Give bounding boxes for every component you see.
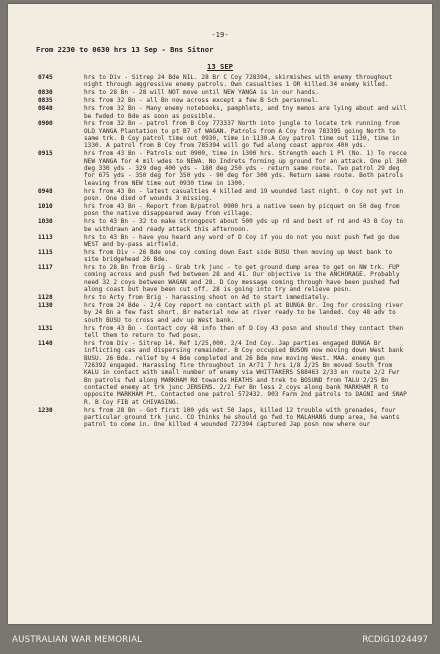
log-entry: [38, 302, 410, 324]
entry-time: 0840: [38, 105, 53, 113]
date-heading: 13 SEP: [207, 62, 233, 71]
log-entry: [38, 74, 410, 89]
entry-time: 1117: [38, 264, 53, 272]
entry-time: 1115: [38, 248, 53, 256]
entry-time: 1140: [38, 339, 53, 347]
record-id: RCDIG1024497: [362, 635, 428, 645]
entry-text: hrs from 43 Bn - Patrols out 0900, time in 1300 hrs. Strength each 1 Pl (No. 1) To recce NEW YANGA for 4 mil wdes to NEWA. No Indrets forming up ground for an attack. One pl 360 deg 330 yds - 329 deg 400 yds - 180 deg 250 yds - return same route. Two patrol 29 deg for 675 yds - 350 deg for 350 yds - 90 deg for 300 yds. Return same route. Both patrols leaving from NEW time out 0930 time in 1300.: [84, 150, 407, 187]
document-page: [8, 4, 432, 624]
entry-time: 0900: [38, 120, 53, 128]
log-entry: [38, 203, 410, 218]
log-entry: [38, 218, 410, 233]
entry-text: hrs from 24 Bde - 2/4 Coy report no contact with pl at BUNGA Br. Ing for crossing river by 24 Bn a few fast short. Br material now at river ready to be landed. Coy 48 adv to south BUSU to cross and adv up West bank.: [84, 302, 404, 324]
log-entry: [38, 97, 410, 104]
entry-text: hrs from 43 Bn - Report from B/patrol 0900 hrs a native seen by picquet on 50 deg from posn the native disappeared away from village.: [84, 203, 400, 218]
entry-text: hrs from 28 Bn - Got first 100 yds wst 50 Japs, killed 12 trouble with grenades, four particular ground trk junc. CO thinks he should go fwd to MALAHANG dump area, he wants patrol to come in. One killed 4 wounded 727394 captured Jap posn now where our: [84, 406, 400, 429]
log-entry: [38, 188, 410, 203]
log-entry: [38, 89, 410, 96]
entry-text: hrs to Arty from Brig - harassing shoot on Ad to start immediately.: [84, 294, 330, 302]
entry-time: 1128: [38, 294, 53, 302]
page-number: -19-: [211, 30, 229, 39]
log-entry: [38, 150, 410, 187]
from-line: From 2230 to 0630 hrs 13 Sep - Bns Sitnor: [36, 45, 214, 54]
log-entry: [38, 294, 410, 301]
log-entry: [38, 340, 410, 406]
log-entry: [38, 407, 410, 429]
entry-time: 1131: [38, 324, 53, 332]
entry-time: 1130: [38, 302, 53, 310]
log-entry: [38, 325, 410, 340]
entry-time: 1030: [38, 218, 53, 226]
entry-text: hrs to 43 Bn - 32 to make strongpost about 500 yds up rd and best of rd and 43 B Coy to be withdrawn and ready attack this afternoon.: [84, 218, 404, 233]
entry-time: 1010: [38, 203, 53, 210]
entry-text: hrs from 32 Bn - all Bn now across except a few B Sch personnel.: [84, 97, 319, 105]
entry-time: 1113: [38, 233, 53, 241]
entry-text: hrs from 32 Bn - Many enemy notebooks, pamphlets, and tny memos are lying about and will be fwded to Bde as soon as possible.: [84, 105, 407, 120]
footer-bar: [0, 626, 440, 654]
entry-text: hrs from 32 Bn - patrol from B Coy 773337 North into jungle to locate trk running from OLD YANGA Plantation to pt B7 of WAGAN. Patrols from A Coy from 783395 going North to same trk. B Coy patrol time out 0930, time in 1130.A Coy patrol time out 1130, time in 1330. A patrol from B Coy from 785394 will go fwd along coast approx 400 yds.: [84, 120, 400, 150]
log-entry: [38, 105, 410, 120]
entry-time: 0830: [38, 89, 53, 97]
entry-text: hrs from 43 Bn - latest casualties 4 killed and 19 wounded last night. 0 Coy not yet in posn. One died of wounds 3 missing.: [84, 187, 404, 203]
log-entry: [38, 234, 410, 249]
log-entries: [38, 74, 410, 429]
entry-time: 1230: [38, 406, 53, 414]
entry-text: hrs from Div - Sitrep 14. Ref 1/25,000. 2/4 Ind Coy. Jap parties engaged BUNGA Br inflicting cas and dispersing remainder. B Coy occupied BUSON now moving down West bank BUSU. 26 Bde. relief by 4 Bde completed and 26 Bde now moving West. MAA. enemy gun 726392 engaged. Harassing fire throughout in Ar71 7 hrs 1/8 2/25 Bn moved South from KALU in contact with small number of enemy via WHITTAKERS 588463 2/33 en route 2/2 Fwr Bn patrols fwd along MARKHAM Rd towards HEATHS and trek to BOSUND from TALU 2/25 Bn contacted enemy at trk junc JENSENS. 2/2 Fwr Bn less 2 coys along bank MARKHAM R to opposite MARKHAM Pt. Contacted one patrol 572432. 903 Farm 2nd patrols to DAGNI and SNAP R. B Coy FIB at CHIVASING.: [84, 339, 407, 406]
entry-text: hrs to 43 Bn - have you heard any word of D Coy if you do not you must push fwd go due WEST and by-pass airfield.: [84, 233, 400, 248]
entry-text: hrs to 28 Bn from Brig - Grab trk junc - to get ground dump area to get on NW trk. FUP coming across and push fwd between 28 and 41. Our objective is the ANCHORAGE. Probably need 32 2 coys between WAGAN and 28. D Coy message coming through have been pushed fwd along coast but have been cut off. 28 is going into try and relieve posn.: [84, 264, 400, 294]
entry-time: 0745: [38, 74, 53, 81]
log-entry: [38, 264, 410, 293]
entry-text: hrs from Div - 26 Bde one coy coming down East side BUSU then moving up West bank to site bridgehead 26 Bde.: [84, 248, 393, 264]
entry-text: hrs to Div - Sitrep 24 Bde NIL. 28 Br C Coy 728394, skirmishes with enemy throughout night through aggressive enemy patrols. Own casualties 1 OR killed.34 enemy killed.: [84, 74, 393, 89]
entry-text: hrs from 43 Bn - Contact coy 48 info then of D Coy 43 posn and should they contact then tell them to return to fwd posn.: [84, 324, 404, 339]
log-entry: [38, 249, 410, 264]
entry-time: 0948: [38, 187, 53, 195]
log-entry: [38, 120, 410, 149]
archive-name: AUSTRALIAN WAR MEMORIAL: [12, 635, 143, 645]
entry-text: hrs to 28 Bn - 28 will NOT move until NEW YANGA is in our hands.: [84, 89, 319, 97]
entry-time: 0915: [38, 150, 53, 158]
entry-time: 0835: [38, 97, 53, 105]
